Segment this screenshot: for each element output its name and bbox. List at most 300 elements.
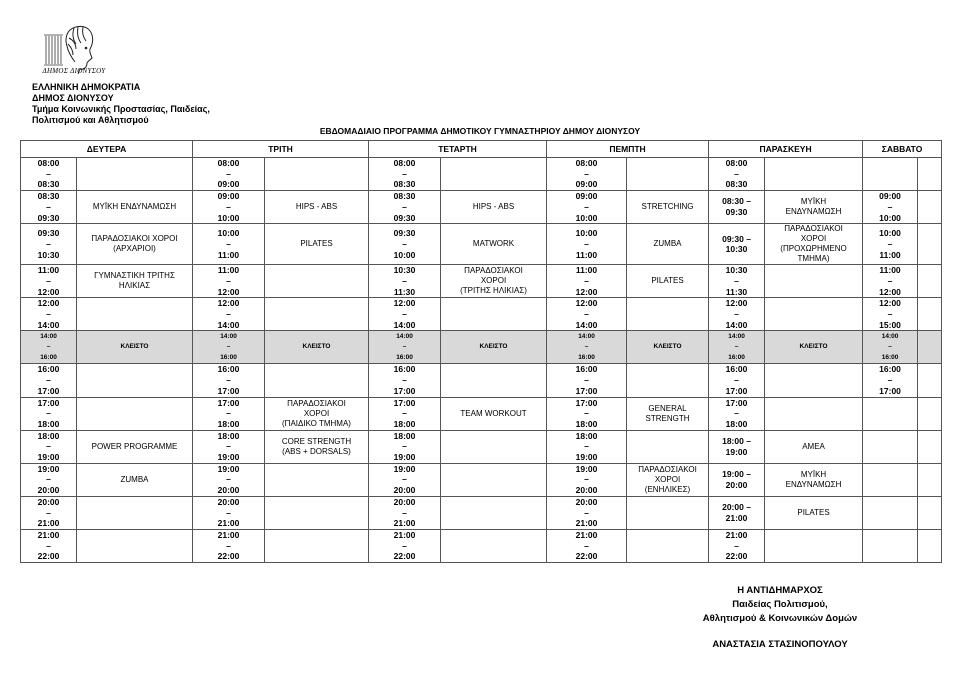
activity-cell [441, 463, 547, 496]
time-line: – [402, 441, 407, 452]
activity-cell [265, 331, 369, 364]
time-line: – [46, 309, 51, 320]
time-line: 10:00 [575, 228, 598, 239]
activity-cell [765, 463, 863, 496]
time-line: – [734, 275, 739, 286]
time-line: 22:00 [575, 551, 598, 562]
time-line: – [46, 507, 51, 518]
activity-line: HIPS - ABS [472, 202, 515, 212]
time-line: 09:00 [217, 191, 240, 202]
activity-cell [627, 331, 709, 364]
time-cell [21, 364, 77, 397]
time-line: 12:00 [37, 298, 60, 309]
activity-cell [441, 224, 547, 265]
time-slot-row [21, 529, 942, 562]
time-line: 09:00 [575, 179, 598, 190]
time-slot-row [21, 397, 942, 430]
time-line: – [402, 408, 407, 419]
time-cell [547, 298, 627, 331]
time-line: – [226, 474, 231, 485]
time-line: 11:00 [575, 265, 598, 276]
activity-cell [265, 463, 369, 496]
time-line: 08:30 [725, 179, 748, 190]
activity-cell [77, 430, 193, 463]
time-cell [369, 529, 441, 562]
activity-cell [265, 265, 369, 298]
time-line: 20:00 [37, 485, 60, 496]
time-line: 17:00 [393, 397, 416, 408]
activity-cell [441, 265, 547, 298]
time-cell [21, 430, 77, 463]
time-line: 20:00 [575, 485, 598, 496]
time-line: – [402, 343, 407, 351]
time-line: – [226, 540, 231, 551]
activity-cell [77, 331, 193, 364]
time-slot-row [21, 364, 942, 397]
time-slot-row [21, 463, 942, 496]
time-cell [193, 298, 265, 331]
activity-cell [77, 463, 193, 496]
closed-period-row [21, 331, 942, 364]
time-cell [863, 265, 918, 298]
time-cell [21, 298, 77, 331]
time-line: 12:00 [393, 298, 416, 309]
time-cell [21, 191, 77, 224]
time-line: 19:00 [37, 452, 60, 463]
time-line: 17:00 [393, 385, 416, 396]
time-line: 22:00 [725, 551, 748, 562]
time-line: 21:00 [393, 529, 416, 540]
time-line: 14:00 [393, 319, 416, 330]
time-line: 09:00 [575, 191, 598, 202]
time-line: 20:00 [37, 496, 60, 507]
activity-cell [265, 430, 369, 463]
time-cell [21, 224, 77, 265]
time-cell [863, 298, 918, 331]
activity-line: (ABS + DORSALS) [282, 446, 351, 456]
time-line: 16:00 [578, 353, 595, 361]
time-line: 14:00 [217, 319, 240, 330]
activity-line: (ΠΡΟΧΩΡΗΜΕΝΟ [780, 244, 847, 254]
time-line: 17:00 [575, 385, 598, 396]
time-line: 12:00 [217, 286, 240, 297]
time-cell [547, 224, 627, 265]
time-line: 16:00 [728, 353, 745, 361]
activity-cell [265, 397, 369, 430]
time-line: 21:00 [217, 529, 240, 540]
activity-line: ΠΑΡΑΔΟΣΙΑΚΟΙ [638, 464, 697, 474]
time-slot-row [21, 496, 942, 529]
time-slot-row [21, 158, 942, 191]
time-line: 19:00 [37, 463, 60, 474]
activity-cell [441, 397, 547, 430]
time-line: – [46, 474, 51, 485]
activity-cell [765, 224, 863, 265]
time-cell [193, 430, 265, 463]
activity-line: CORE STRENGTH [281, 436, 352, 446]
activity-cell [765, 331, 863, 364]
time-line: – [226, 238, 231, 249]
activity-line: ΚΛΕΙΣΤΟ [799, 343, 828, 351]
time-line: 19:00 [217, 452, 240, 463]
time-line: – [402, 474, 407, 485]
time-line: 21:00 [37, 529, 60, 540]
time-line: 16:00 [396, 353, 413, 361]
time-line: 17:00 [37, 385, 60, 396]
time-slot-row [21, 265, 942, 298]
time-line: 10:00 [217, 228, 240, 239]
time-line: 19:00 [217, 463, 240, 474]
time-slot-row [21, 430, 942, 463]
time-line: 09:30 [37, 212, 60, 223]
issuer-header [32, 82, 210, 126]
activity-cell [765, 191, 863, 224]
time-line: – [46, 238, 51, 249]
activity-line: ΕΝΔΥΝΑΜΩΣΗ [785, 207, 842, 217]
activity-cell [918, 364, 942, 397]
time-line: 10:00 [393, 249, 416, 260]
activity-cell [441, 331, 547, 364]
signature-block [680, 584, 880, 652]
activity-cell [77, 397, 193, 430]
time-line: 09:00 [879, 191, 901, 202]
time-line: 12:00 [725, 298, 748, 309]
signature-name: ΑΝΑΣΤΑΣΙΑ ΣΤΑΣΙΝΟΠΟΥΛΟΥ [712, 639, 848, 650]
time-cell [863, 463, 918, 496]
activity-cell [265, 298, 369, 331]
signature-department-cont: Αθλητισμού & Κοινωνικών Δομών [702, 613, 858, 624]
time-line: – [584, 375, 589, 386]
time-cell [369, 463, 441, 496]
activity-cell [918, 265, 942, 298]
schedule-table [20, 140, 942, 563]
time-line: 12:00 [217, 298, 240, 309]
time-line: 17:00 [37, 397, 60, 408]
time-line: – [888, 343, 892, 351]
activity-cell [77, 298, 193, 331]
time-line: 18:00 [575, 430, 598, 441]
signature-department: Παιδείας Πολιτισμού, [732, 599, 828, 610]
activity-cell [441, 364, 547, 397]
time-cell [863, 224, 918, 265]
time-line: – [226, 201, 231, 212]
time-line: 20:00 [217, 496, 240, 507]
time-cell [21, 529, 77, 562]
time-line: 08:30 [393, 191, 416, 202]
time-line: 14:00 [575, 319, 598, 330]
time-cell [369, 265, 441, 298]
activity-cell [265, 496, 369, 529]
activity-cell [441, 158, 547, 191]
time-cell [547, 158, 627, 191]
time-line: 11:00 [879, 249, 901, 260]
time-cell [21, 158, 77, 191]
activity-cell [265, 224, 369, 265]
time-line: 21:00 [37, 518, 60, 529]
time-cell [709, 265, 765, 298]
signature-role: Η ΑΝΤΙΔΗΜΑΡΧΟΣ [737, 585, 823, 596]
time-line: 08:00 [37, 158, 60, 168]
time-cell [369, 298, 441, 331]
activity-line: ΓΥΜΝΑΣΤΙΚΗ ΤΡΙΤΗΣ [94, 271, 175, 281]
activity-cell [265, 191, 369, 224]
time-slot-row [21, 298, 942, 331]
activity-cell [918, 224, 942, 265]
activity-line: ΜΥΪΚΗ [800, 469, 827, 479]
activity-line: ΚΛΕΙΣΤΟ [653, 343, 682, 351]
time-line: – [734, 408, 739, 419]
time-line: 10:30 [393, 265, 416, 276]
activity-line: ΕΝΔΥΝΑΜΩΣΗ [785, 479, 842, 489]
time-line: 16:00 [575, 364, 598, 375]
time-line: 08:30 [393, 179, 416, 190]
time-cell [369, 224, 441, 265]
activity-cell [77, 496, 193, 529]
activity-line: ΧΟΡΟΙ [800, 234, 827, 244]
time-line: – [734, 168, 739, 179]
time-line: – [584, 474, 589, 485]
time-line: 19:00 [575, 452, 598, 463]
time-line: – [584, 309, 589, 320]
time-cell [547, 191, 627, 224]
activity-line: ΤΜΗΜΑ) [797, 254, 830, 264]
activity-cell [77, 191, 193, 224]
time-cell [709, 529, 765, 562]
time-line: 19:00 [393, 452, 416, 463]
time-line: – [46, 441, 51, 452]
time-cell [21, 331, 77, 364]
header-line-republic: ΕΛΛΗΝΙΚΗ ΔΗΜΟΚΡΑΤΙΑ [32, 82, 141, 92]
time-cell [21, 463, 77, 496]
day-header: ΤΕΤΑΡΤΗ [369, 141, 547, 158]
activity-cell [627, 364, 709, 397]
day-header: ΠΑΡΑΣΚΕΥΗ [709, 141, 863, 158]
time-cell [193, 191, 265, 224]
day-header: ΔΕΥΤΕΡΑ [21, 141, 193, 158]
time-cell [709, 430, 765, 463]
activity-line: ΠΑΡΑΔΟΣΙΑΚΟΙ [464, 266, 523, 276]
time-line: 18:00 [217, 430, 240, 441]
activity-cell [918, 298, 942, 331]
activity-line: ΠΑΡΑΔΟΣΙΑΚΟΙ ΧΟΡΟΙ [91, 234, 178, 244]
time-cell [547, 397, 627, 430]
time-line: – [402, 201, 407, 212]
activity-cell [441, 496, 547, 529]
time-line: 08:00 [217, 158, 240, 168]
time-line: 08:00 [725, 158, 748, 168]
activity-cell [627, 265, 709, 298]
time-line: 22:00 [37, 551, 60, 562]
activity-cell [627, 224, 709, 265]
activity-cell [918, 331, 942, 364]
time-line: – [402, 540, 407, 551]
time-line: 16:00 [220, 353, 237, 361]
activity-cell [765, 529, 863, 562]
document-title: ΕΒΔΟΜΑΔΙΑΙΟ ΠΡΟΓΡΑΜΜΑ ΔΗΜΟΤΙΚΟΥ ΓΥΜΝΑΣΤΗΡΙΟΥ ΔΗΜΟΥ ΔΙΟΝΥΣΟΥ [319, 126, 641, 136]
time-line: 20:00 [725, 479, 748, 490]
time-cell [547, 364, 627, 397]
header-line-department-cont: Πολιτισμού και Αθλητισμού [32, 115, 149, 125]
activity-cell [918, 430, 942, 463]
time-line: 17:00 [725, 397, 748, 408]
activity-cell [765, 158, 863, 191]
activity-line: PILATES [300, 239, 333, 249]
time-line: 10:00 [217, 212, 240, 223]
day-header: ΠΕΜΠΤΗ [547, 141, 709, 158]
time-line: – [226, 375, 231, 386]
time-line: 10:30 [725, 244, 748, 255]
time-line: – [584, 408, 589, 419]
time-line: 18:00 [725, 418, 748, 429]
time-line: 16:00 [879, 364, 901, 375]
time-cell [709, 364, 765, 397]
activity-line: ΧΟΡΟΙ [654, 474, 681, 484]
time-cell [547, 496, 627, 529]
time-line: 16:00 [217, 364, 240, 375]
time-line: – [402, 168, 407, 179]
activity-line: ΚΛΕΙΣΤΟ [479, 343, 508, 351]
time-line: 18:00 [37, 418, 60, 429]
time-line: 18:00 [217, 418, 240, 429]
time-line: 12:00 [37, 286, 60, 297]
time-line: 11:30 [393, 286, 416, 297]
activity-cell [918, 158, 942, 191]
time-cell [863, 496, 918, 529]
header-line-municipality: ΔΗΜΟΣ ΔΙΟΝΥΣΟΥ [32, 93, 114, 103]
activity-cell [265, 158, 369, 191]
time-line: 17:00 [725, 385, 748, 396]
time-cell [709, 463, 765, 496]
time-line: 08:00 [393, 158, 416, 168]
time-cell [709, 397, 765, 430]
activity-cell [627, 529, 709, 562]
time-line: – [584, 168, 589, 179]
time-cell [193, 529, 265, 562]
day-header: ΣΑΒΒΑΤΟ [863, 141, 942, 158]
time-cell [193, 496, 265, 529]
time-cell [547, 463, 627, 496]
activity-cell [918, 397, 942, 430]
activity-line: (ΠΑΙΔΙΚΟ ΤΜΗΜΑ) [282, 418, 351, 428]
time-line: 15:00 [879, 319, 901, 330]
time-line: – [402, 238, 407, 249]
time-line: 14:00 [728, 332, 745, 340]
activity-cell [627, 397, 709, 430]
time-line: 12:00 [879, 298, 901, 309]
time-cell [863, 430, 918, 463]
time-line: 19:00 [725, 446, 748, 457]
time-cell [369, 364, 441, 397]
activity-cell [765, 364, 863, 397]
activity-cell [77, 364, 193, 397]
time-line: 17:00 [217, 385, 240, 396]
time-line: 08:30 [37, 191, 60, 202]
time-line: 21:00 [725, 529, 748, 540]
time-cell [193, 265, 265, 298]
time-line: 09:00 [217, 179, 240, 190]
activity-line: ΧΟΡΟΙ [480, 276, 507, 286]
activity-cell [77, 224, 193, 265]
time-line: – [402, 309, 407, 320]
activity-cell [765, 430, 863, 463]
activity-cell [627, 191, 709, 224]
time-cell [709, 331, 765, 364]
activity-line: ΚΛΕΙΣΤΟ [302, 343, 331, 351]
time-line: 21:00 [725, 512, 748, 523]
time-cell [369, 158, 441, 191]
time-cell [709, 298, 765, 331]
time-line: – [584, 275, 589, 286]
activity-line: POWER PROGRAMME [91, 441, 178, 451]
time-line: 20:00 [393, 496, 416, 507]
time-line: 10:30 [37, 249, 60, 260]
time-line: – [226, 309, 231, 320]
time-cell [193, 397, 265, 430]
time-cell [709, 224, 765, 265]
activity-cell [765, 265, 863, 298]
time-line: – [734, 540, 739, 551]
time-line: 22:00 [217, 551, 240, 562]
activity-cell [627, 158, 709, 191]
time-line: 09:30 [725, 207, 748, 218]
time-line: 18:00 [393, 418, 416, 429]
time-line: 10:00 [879, 228, 901, 239]
time-line: 11:00 [37, 265, 60, 276]
time-cell [369, 191, 441, 224]
time-line: 18:00 [37, 430, 60, 441]
activity-cell [765, 496, 863, 529]
time-line: 21:00 [575, 518, 598, 529]
activity-line: PILATES [797, 507, 830, 517]
time-cell [709, 158, 765, 191]
time-cell [863, 331, 918, 364]
time-line: – [734, 343, 739, 351]
activity-cell [627, 463, 709, 496]
time-line: 09:30 [393, 212, 416, 223]
time-cell [863, 529, 918, 562]
time-line: – [226, 275, 231, 286]
time-cell [547, 430, 627, 463]
time-line: – [226, 408, 231, 419]
time-line: – [226, 441, 231, 452]
time-line: 21:00 [575, 529, 598, 540]
time-cell [21, 397, 77, 430]
time-cell [193, 331, 265, 364]
time-line: 08:30 – [722, 196, 751, 207]
time-line: – [226, 168, 231, 179]
time-line: – [46, 540, 51, 551]
time-line: – [46, 375, 51, 386]
time-line: 11:00 [879, 265, 901, 276]
activity-line: STRENGTH [645, 413, 690, 423]
time-cell [369, 430, 441, 463]
time-line: 18:00 [575, 418, 598, 429]
time-line: 17:00 [879, 385, 901, 396]
time-cell [193, 463, 265, 496]
time-line: 20:00 [217, 485, 240, 496]
time-line: – [46, 408, 51, 419]
activity-cell [77, 158, 193, 191]
time-slot-row [21, 224, 942, 265]
time-cell [193, 364, 265, 397]
time-line: – [46, 275, 51, 286]
time-line: – [402, 507, 407, 518]
activity-cell [77, 529, 193, 562]
time-line: – [46, 201, 51, 212]
time-line: 11:00 [575, 249, 598, 260]
time-line: 14:00 [220, 332, 237, 340]
logo-caption: ΔΗΜΟΣ ΔΙΟΝΥΣΟΥ [42, 67, 106, 75]
